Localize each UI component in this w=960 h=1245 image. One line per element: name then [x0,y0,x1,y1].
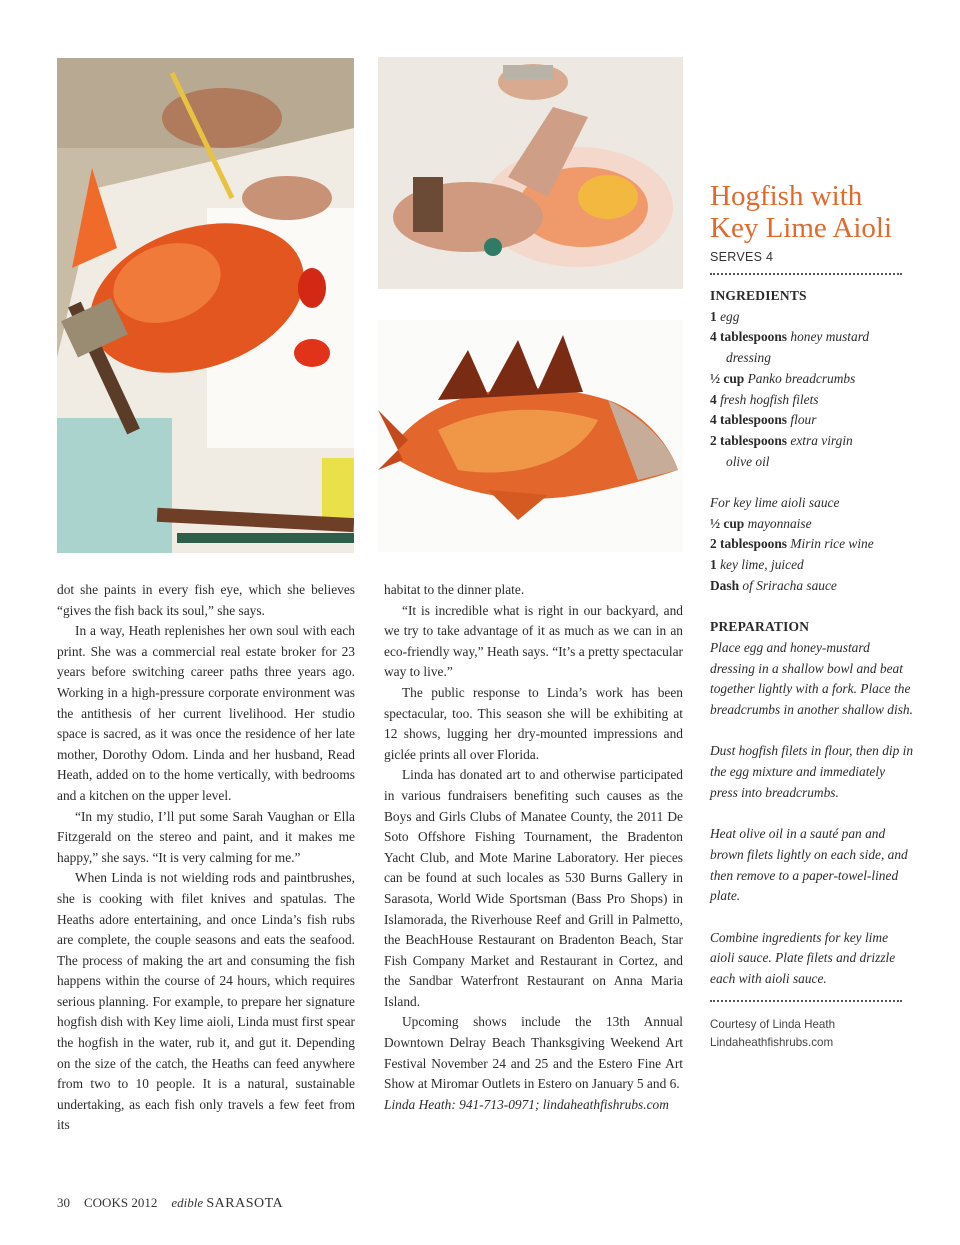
paragraph: Upcoming shows include the 13th Annual Downtown Delray Beach Thanksgiving Weekend Art Festival November 24 and 25 and the Estero Fine Art Show at Miromar Outlets in Estero on January 5 and 6. [384,1014,683,1092]
dotted-divider [710,273,902,275]
magazine-name: SARASOTA [206,1196,284,1211]
paragraph: dot she paints in every fish eye, which she believes “gives the fish back its soul,” she says. [57,582,355,618]
photo-rubbing [378,57,683,289]
preparation-step: Dust hogfish filets in flour, then dip in the egg mixture and immediately press into breadcrumbs. [710,743,914,800]
ingredient-line: 4 fresh hogfish filets [710,391,819,407]
preparation-heading: PREPARATION [710,619,810,635]
paragraph: Linda has donated art to and otherwise participated in various fundraisers benefiting such causes as the Boys and Girls Clubs of Manatee County, the 2011 De Soto Offshore Fishing Tournament, the Bradenton Yacht Club, and Mote Marine Laboratory. Her pieces can be found at such locales as 530 Burns Gallery in Sarasota, World Wide Sportsman (Bass Pro Shops) in Islamorada, the Riverhouse Reef and Grill in Palmetto, the BeachHouse Restaurant on Bradenton Beach, Star Fish Company Market and Restaurant in Cortez, and the Sandbar Waterfront Restaurant on Anna Maria Island. [384,767,683,1009]
ingredients-heading: INGREDIENTS [710,288,807,303]
ingredient-line: 4 tablespoons honey mustard dressing [710,329,870,366]
photo-painting [57,58,354,553]
ingredient-line: 4 tablespoons flour [710,412,817,428]
ingredient-line: ½ cup Panko breadcrumbs [710,370,856,386]
page-number: 30 [57,1195,70,1210]
ingredient-line: 2 tablespoons Mirin rice wine [710,536,874,552]
paragraph: “It is incredible what is right in our backyard, and we try to take advantage of it as much as we can in an eco-friendly way,” Heath says. “It’s a pretty spectacular way to live.” [384,602,683,680]
article-column-1 [57,580,355,1136]
recipe-title-line1: Hogfish with [710,180,863,212]
magazine-prefix: edible [171,1195,204,1210]
recipe-sidebar [710,180,915,1052]
serves-label: SERVES 4 [710,250,774,264]
courtesy-website: Lindaheathfishrubs.com [710,1035,834,1049]
paragraph: The public response to Linda’s work has been spectacular, too. This season she will be exhibiting at 12 shows, lugging her dry-mounted impressions and giclée prints all over Florida. [384,684,683,762]
paragraph: In a way, Heath replenishes her own soul with each print. She was a commercial real estate broker for 23 years before switching career paths three years ago. Working in a high-pressure corporate environment was the antithesis of her current livelihood. Her studio space is sacred, as it was once the residence of her late mother, Dorothy Odom. Linda and her husband, Read Heath, added on to the home vertically, with bedrooms and a kitchen on the upper level. [57,623,355,803]
ingredient-line: ½ cup mayonnaise [710,515,812,531]
preparation-step: Heat olive oil in a sauté pan and brown filets lightly on each side, and then remove to a paper-towel-lined plate. [710,826,908,904]
paragraph: habitat to the dinner plate. [384,582,525,597]
courtesy-credit: Courtesy of Linda Heath Lindaheathfishrubs.com [710,1016,915,1052]
article-column-2 [384,580,683,1115]
paragraph: “In my studio, I’ll put some Sarah Vaughan or Ella Fitzgerald on the stereo and paint, and it makes me happy,” she says. “It is very calming for me.” [57,808,355,865]
ingredient-line: Dash of Sriracha sauce [710,577,837,593]
preparation-step: Place egg and honey-mustard dressing in a shallow bowl and beat together lightly with a fork. Place the breadcrumbs in another shallow dish. [710,639,913,718]
dotted-divider [710,1000,902,1002]
paragraph: When Linda is not wielding rods and paintbrushes, she is cooking with filet knives and spatulas. The Heaths adore entertaining, and once Linda’s fish rubs are complete, the couple seasons and eats the seafood. The process of making the art and consuming the fish happens within the course of 24 hours, which requires serious planning. For example, to prepare her signature hogfish dish with Key lime aioli, Linda must first spear the hogfish in the water, rub it, and gut it. Depending on the size of the catch, the Heaths can feed anywhere from two to 10 people. It is a natural, sustainable undertaking, as each fish only travels a few feet from its [57,870,355,1133]
ingredients-section [710,286,915,990]
ingredient-line: 1 egg [710,308,740,324]
page-footer [57,1195,283,1212]
ingredient-line: 1 key lime, juiced [710,557,804,573]
recipe-title [710,180,915,244]
sauce-heading: For key lime aioli sauce [710,495,840,511]
issue-label: COOKS 2012 [84,1195,158,1210]
contact-credit: Linda Heath: 941-713-0971; lindaheathfishrubs.com [384,1096,669,1112]
recipe-title-line2: Key Lime Aioli [710,212,893,244]
ingredient-line: 2 tablespoons extra virgin olive oil [710,432,853,469]
preparation-step: Combine ingredients for key lime aioli sauce. Plate filets and drizzle each with aioli sauce. [710,929,896,987]
photo-print [378,320,683,552]
